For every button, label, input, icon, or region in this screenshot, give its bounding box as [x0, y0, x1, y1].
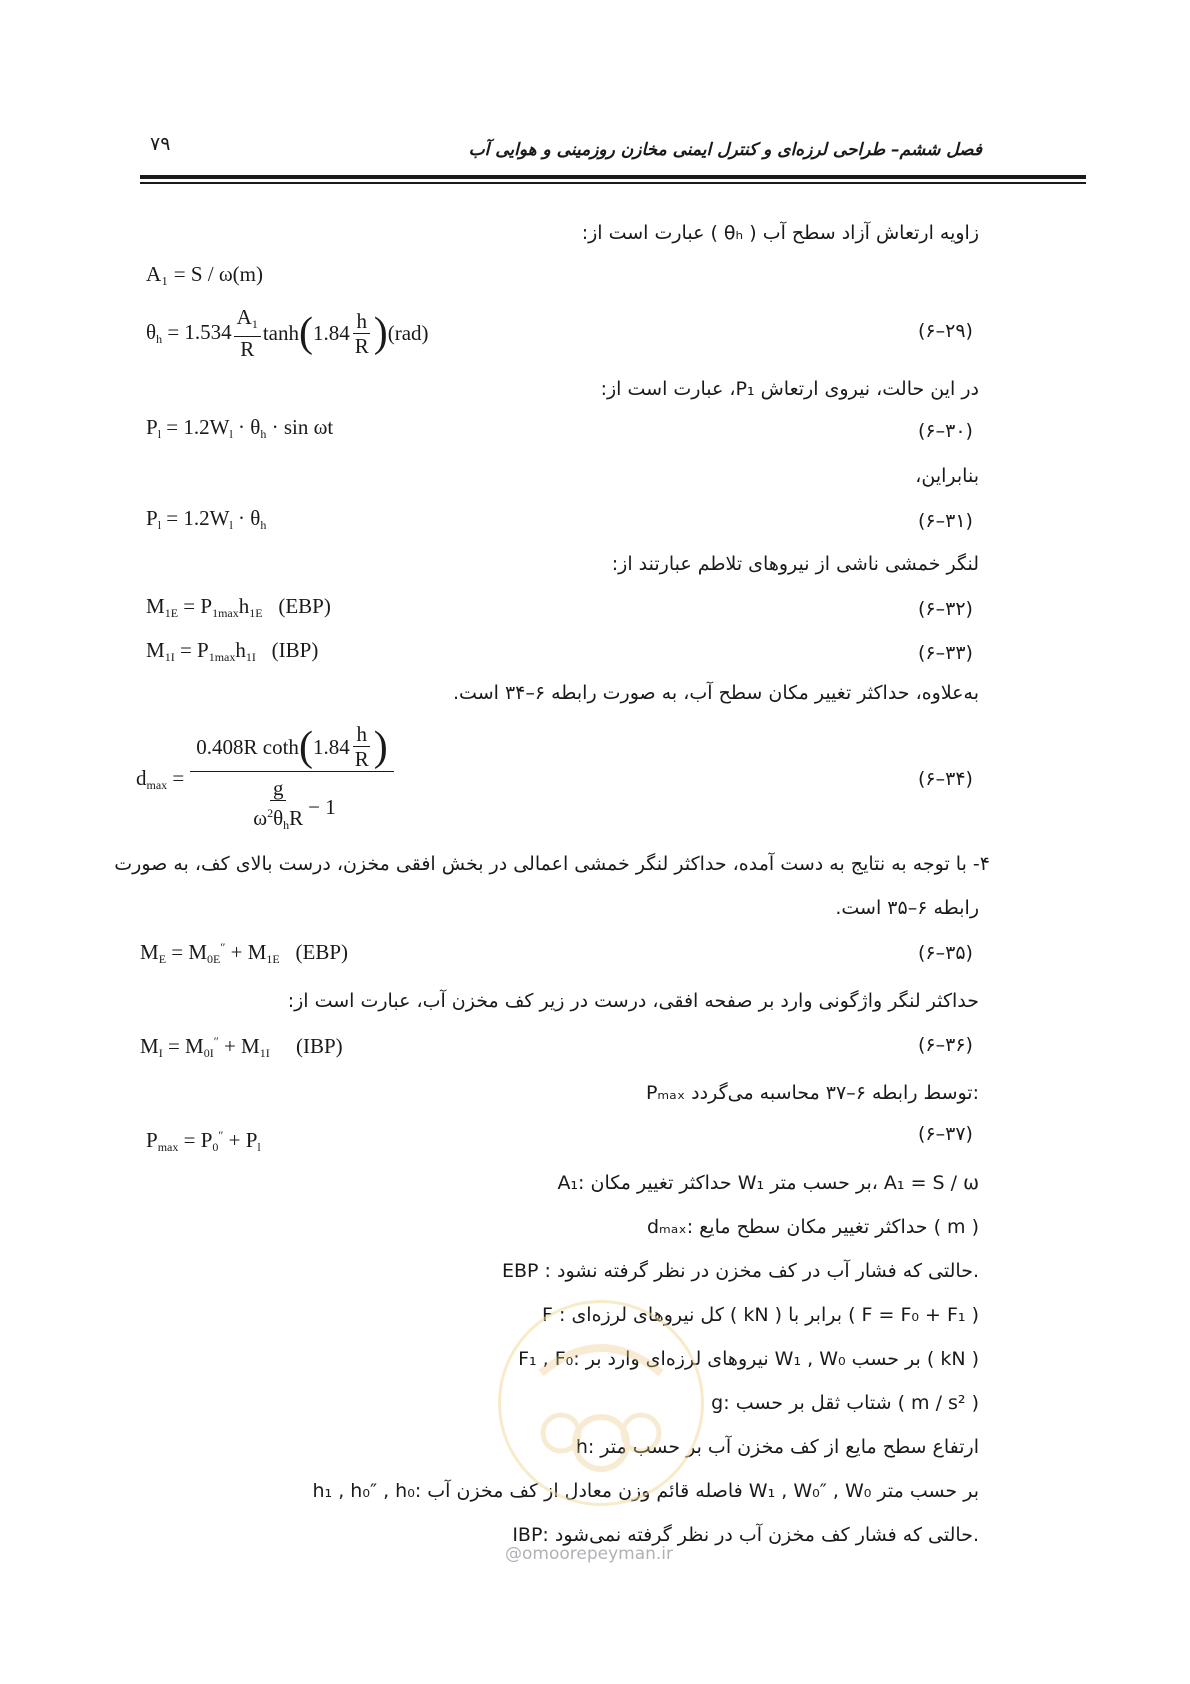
equation-me: $M_E = M_{0E}'' + M_{1E}$ (EBP): [140, 940, 348, 966]
paragraph-force-intro: در این حالت، نیروی ارتعاش P₁، عبارت است از:: [600, 378, 979, 400]
equation-p1: $P_l = 1.2W_l \cdot \theta_h$: [146, 506, 267, 532]
definition-f: F : کل نیروهای لرزه‌ای ( kN ) برابر با ( F = F₀ + F₁ ): [542, 1304, 979, 1326]
paragraph-dmax-intro: به‌علاوه، حداکثر تغییر مکان سطح آب، به صورت رابطه ۶–۳۴ است.: [453, 682, 979, 704]
equation-a1: A₁ = S / ω(m): [146, 262, 263, 286]
watermark-text: @omoorepeyman.ir: [505, 1544, 674, 1564]
equation-m1i: $M_{1I} = P_{1max}h_{1I}$ (IBP): [146, 638, 319, 664]
definition-h1-h0: h₁ , h₀″ , h₀: فاصله قائم وزن معادل از کف مخزن آب W₁ , W₀″ , W₀ بر حسب متر: [312, 1480, 979, 1502]
equation-number-33: (۶–۳۳): [918, 642, 973, 664]
definition-h: h: ارتفاع سطح مایع از کف مخزن آب بر حسب متر: [575, 1436, 979, 1458]
header-rule-thin: [140, 182, 1086, 184]
paragraph-therefore: بنابراین،: [915, 465, 979, 487]
definition-ebp: EBP : حالتی که فشار آب در کف مخزن در نظر گرفته نشود.: [502, 1260, 979, 1282]
equation-mi: $M_I = M_{0I}'' + M_{1I}$ (IBP): [140, 1034, 343, 1060]
chapter-title: فصل ششم– طراحی لرزه‌ای و کنترل ایمنی مخازن روزمینی و هوایی آب: [468, 140, 982, 160]
page-number: ۷۹: [150, 133, 171, 155]
equation-pmax: $P_{max} = P_0'' + P_l$: [146, 1128, 261, 1154]
paragraph-overturning: حداکثر لنگر واژگونی وارد بر صفحه افقی، درست در زیر کف مخزن آب، عبارت است از:: [287, 990, 979, 1012]
equation-m1e: $M_{1E} = P_{1max}h_{1E}$ (EBP): [146, 594, 331, 620]
equation-number-31: (۶–۳۱): [918, 510, 973, 532]
definition-g: g: شتاب ثقل بر حسب ( m / s² ): [711, 1392, 979, 1414]
equation-theta-h: $\theta_h = 1.534$ $\frac{A_1}{R}$ tanh ( 1.84 $\frac{h}{R}$ ) (rad): [146, 305, 429, 361]
equation-number-34: (۶–۳۴): [918, 768, 973, 790]
equation-number-30: (۶–۳۰): [918, 420, 973, 442]
header-rule-thick: [140, 175, 1086, 179]
equation-number-36: (۶–۳۶): [918, 1034, 973, 1056]
paragraph-theta-intro: زاویه ارتعاش آزاد سطح آب ( θₕ ) عبارت است از:: [581, 222, 979, 244]
equation-number-35: (۶–۳۵): [918, 942, 973, 964]
equation-dmax: $d_{max}$ = 0.408R coth ( 1.84 $\frac{h}{R}$ ) $\frac{g}{\omega^2\theta_hR}$ − 1: [136, 722, 396, 837]
paragraph-moment-intro: لنگر خمشی ناشی از نیروهای تلاطم عبارتند از:: [611, 553, 979, 575]
paragraph-step4-line2: رابطه ۶–۳۵ است.: [835, 897, 979, 919]
equation-number-29: (۶–۲۹): [918, 320, 973, 342]
paragraph-step4-line1: ۴- با توجه به نتایج به دست آمده، حداکثر لنگر خمشی اعمالی در بخش افقی مخزن، درست بالای کف، به صورت: [114, 853, 990, 875]
equation-number-37: (۶–۳۷): [918, 1123, 973, 1145]
paragraph-pmax-intro: Pₘₐₓ توسط رابطه ۶–۳۷ محاسبه می‌گردد:: [645, 1082, 979, 1104]
definition-ibp: IBP: حالتی که فشار کف مخزن آب در نظر گرفته نمی‌شود.: [512, 1524, 979, 1546]
definition-a1: A₁: حداکثر تغییر مکان W₁ بر حسب متر، A₁ = S / ω: [557, 1172, 979, 1194]
definition-dmax: dₘₐₓ: حداکثر تغییر مکان سطح مایع ( m ): [646, 1216, 979, 1238]
gear-icon: [501, 1303, 701, 1503]
equation-p1-sin: $P_l = 1.2W_l \cdot \theta_h \cdot \sin \omega t$: [146, 415, 334, 441]
watermark-logo: [498, 1300, 704, 1506]
equation-number-32: (۶–۳۲): [918, 598, 973, 620]
definition-f1-f0: F₁ , F₀: نیروهای لرزه‌ای وارد بر W₁ , W₀ بر حسب ( kN ): [518, 1348, 979, 1370]
